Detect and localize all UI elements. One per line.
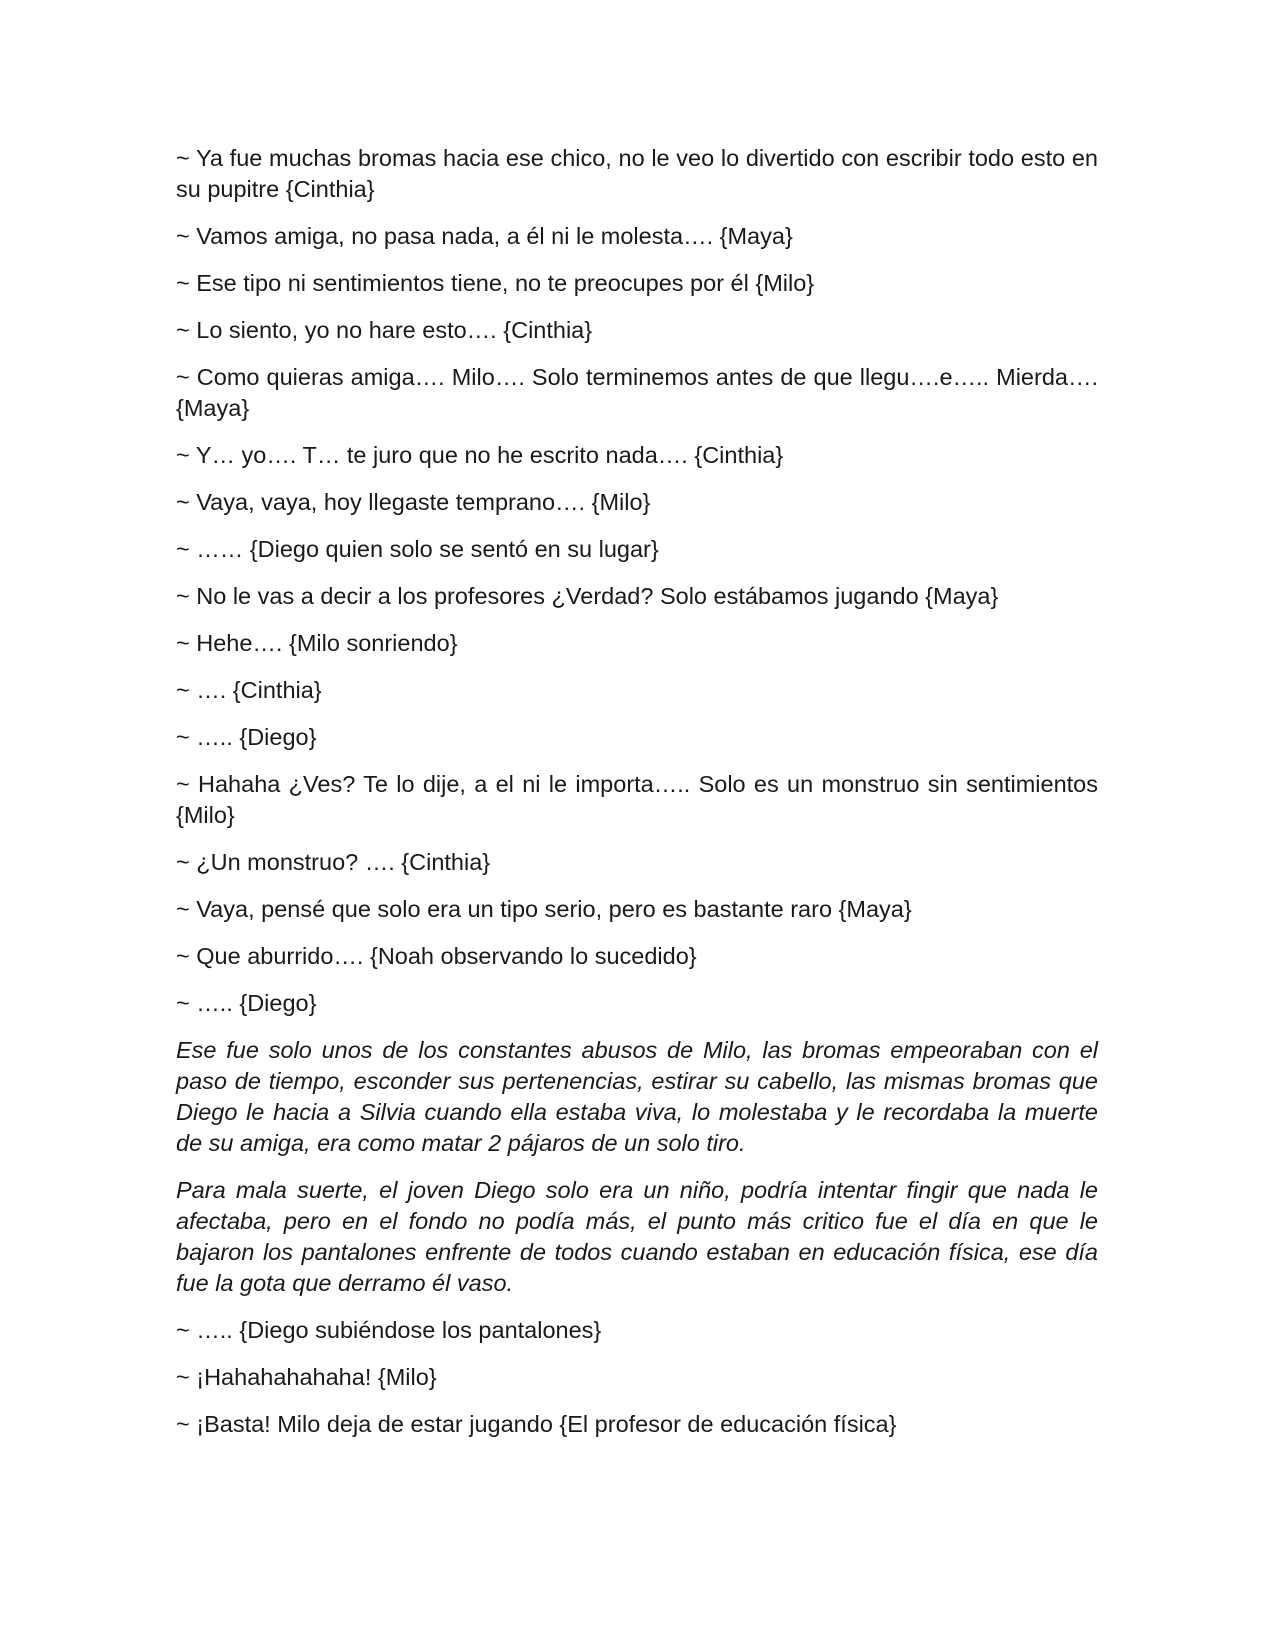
narration-paragraph: Ese fue solo unos de los constantes abusos de Milo, las bromas empeoraban con el paso de tiempo, esconder sus pertenencias, estirar su cabello, las mismas bromas que Diego le hacia a Silvia cuando ella estaba viva, lo molestaba y le recordaba la muerte de su amiga, era como matar 2 pájaros de un solo tiro. — [176, 1037, 1098, 1156]
dialogue-line: ~ Hehe…. {Milo sonriendo} — [176, 630, 458, 656]
dialogue-line: ~ ¿Un monstruo? …. {Cinthia} — [176, 849, 491, 875]
dialogue-line: ~ ….. {Diego subiéndose los pantalones} — [176, 1317, 602, 1343]
dialogue-line: ~ Como quieras amiga…. Milo…. Solo terminemos antes de que llegu….e….. Mierda…. {Maya} — [176, 364, 1098, 421]
document-body — [176, 143, 1098, 1456]
dialogue-line: ~ Hahaha ¿Ves? Te lo dije, a el ni le importa….. Solo es un monstruo sin sentimientos {Milo} — [176, 771, 1098, 828]
dialogue-line: ~ ….. {Diego} — [176, 990, 317, 1016]
dialogue-line: ~ ¡Basta! Milo deja de estar jugando {El profesor de educación física} — [176, 1411, 897, 1437]
dialogue-line: ~ Vaya, pensé que solo era un tipo serio, pero es bastante raro {Maya} — [176, 896, 912, 922]
dialogue-line: ~ Que aburrido…. {Noah observando lo sucedido} — [176, 943, 697, 969]
dialogue-line: ~ No le vas a decir a los profesores ¿Verdad? Solo estábamos jugando {Maya} — [176, 583, 999, 609]
dialogue-line: ~ ….. {Diego} — [176, 724, 317, 750]
dialogue-line: ~ ¡Hahahahahaha! {Milo} — [176, 1364, 437, 1390]
dialogue-line: ~ Ya fue muchas bromas hacia ese chico, no le veo lo divertido con escribir todo esto en su pupitre {Cinthia} — [176, 145, 1098, 202]
narration-paragraph: Para mala suerte, el joven Diego solo era un niño, podría intentar fingir que nada le afectaba, pero en el fondo no podía más, el punto más critico fue el día en que le bajaron los pantalones enfrente de todos cuando estaban en educación física, ese día fue la gota que derramo él vaso. — [176, 1177, 1098, 1296]
dialogue-line: ~ Vamos amiga, no pasa nada, a él ni le molesta…. {Maya} — [176, 223, 793, 249]
dialogue-line: ~ …. {Cinthia} — [176, 677, 322, 703]
dialogue-line: ~ Y… yo…. T… te juro que no he escrito nada…. {Cinthia} — [176, 442, 784, 468]
dialogue-line: ~ Vaya, vaya, hoy llegaste temprano…. {Milo} — [176, 489, 651, 515]
dialogue-line: ~ Ese tipo ni sentimientos tiene, no te preocupes por él {Milo} — [176, 270, 815, 296]
dialogue-line: ~ Lo siento, yo no hare esto…. {Cinthia} — [176, 317, 593, 343]
dialogue-line: ~ …… {Diego quien solo se sentó en su lugar} — [176, 536, 659, 562]
